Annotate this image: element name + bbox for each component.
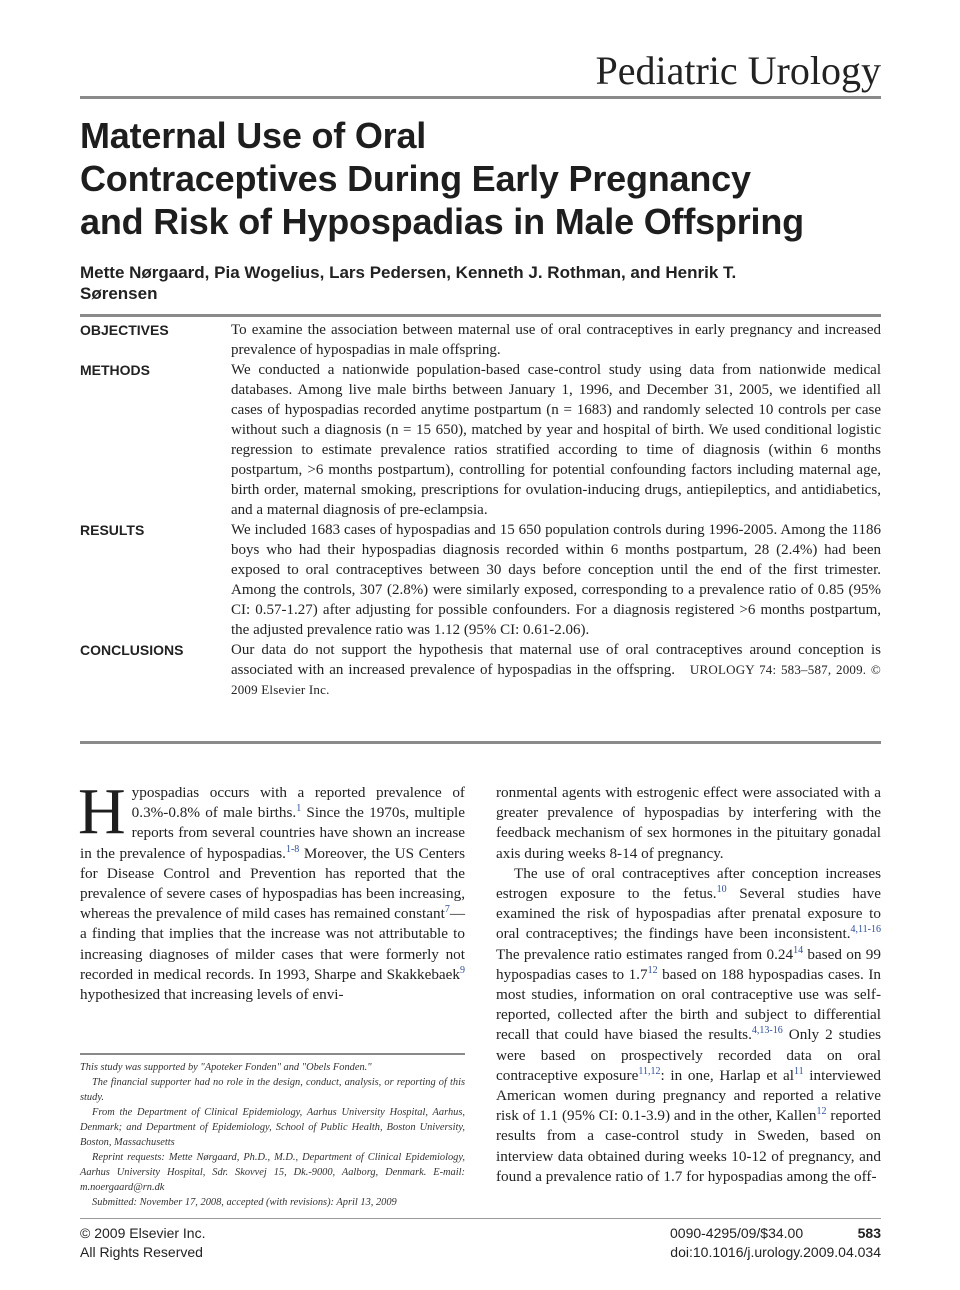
body-text: The use of oral contraceptives after conception increases estrogen exposure to the fetus. (496, 864, 881, 903)
abstract-text: We conducted a nationwide population-based case-control study using data from nationwide medical databases. Among live male births between January 1, 1996, and December 31, 2005, we identified all cases of hypospadias recorded anytime postpartum (n = 1683) and randomly selected 10 controls per case without such a diagnosis (n = 15 650), matched by year and hospital of birth. We used conditional logistic regression to estimate prevalence ratios stratified according to time of diagnosis (within 6 months postpartum, >6 months postpartum), controlling for potential confounding factors including maternal age, birth order, maternal smoking, prescriptions for ovulation-inducing drugs, antiepileptics, and antidiabetics, and a maternal diagnosis of pre-eclampsia. (231, 362, 881, 518)
footer-rule (80, 1218, 881, 1219)
body-text: based on 188 hypospadias cases. In most studies, information on oral contraceptive use was self-reported, collected after the birth and subject to differential recall that could have biased the results. (496, 965, 881, 1044)
body-text: —a finding that implies that the increase was not attributable to increasing diagnoses of milder cases that were formerly not recorded in medical records. In 1993, Sharpe and Skakkebaek (80, 905, 465, 983)
title-line: and Risk of Hypospadias in Male Offspring (80, 201, 804, 242)
reference-link[interactable]: 4,11-16 (850, 924, 881, 936)
body-paragraph: ronmental agents with estrogenic effect were associated with a greater prevalence of hypospadias by interfering with the feedback mechanism of sex hormones in the pituitary gonadal axis during weeks 8-14 of pregnancy. (496, 784, 881, 862)
drop-cap: H (78, 775, 126, 848)
body-column-right (496, 783, 881, 1187)
reference-link[interactable]: 11,12 (638, 1065, 661, 1077)
body-text: Only 2 studies were based on prospectively recorded data on oral contraceptive exposure (496, 1026, 881, 1084)
reference-link[interactable]: 7 (444, 904, 450, 916)
body-text: based on 99 hypospadias cases to 1.7 (496, 945, 881, 983)
footnote-reprint: Reprint requests: Mette Nørgaard, Ph.D., M.D., Department of Clinical Epidemiology, Aarhus University Hospital, Sdr. Skovvej 15, Dk.-9000, Aalborg, Denmark. E-mail: m.noergaard@rn.dk (80, 1152, 465, 1193)
body-text: hypothesized that increasing levels of envi- (80, 986, 344, 1004)
reference-link[interactable]: 9 (460, 964, 465, 976)
abstract-text: We included 1683 cases of hypospadias and 15 650 population controls during 1996-2005. Among the 1186 boys who had their hypospadias diagnosis recorded within 6 months postpartum, 28 (2.4%) had been exposed to oral contraceptives between 30 days before conception until the end of the first trimester. Among the controls, 307 (2.8%) were similarly exposed, corresponding to a prevalence ratio of 0.85 (95% CI: 0.57-1.27) after adjusting for possible confounders. For a diagnosis registered >6 months postpartum, the adjusted prevalence ratio was 1.12 (95% CI: 0.61-2.06). (231, 522, 881, 638)
abstract-conclusions (80, 640, 881, 700)
footnotes (80, 1060, 465, 1210)
body-text: Moreover, the US Centers for Disease Control and Prevention has reported that the prevalence of severe cases of hypospadias has been increasing, whereas the prevalence of mild cases has remained constant (80, 844, 465, 923)
abstract-text (231, 640, 881, 700)
footer-rights: All Rights Reserved (80, 1244, 203, 1260)
page-number: 583 (857, 1225, 881, 1241)
footnote-submitted: Submitted: November 17, 2008, accepted (with revisions): April 13, 2009 (92, 1197, 397, 1208)
reference-link[interactable]: 14 (793, 944, 804, 956)
abstract-label: OBJECTIVES (80, 322, 169, 338)
author-list: Mette Nørgaard, Pia Wogelius, Lars Pedersen, Kenneth J. Rothman, and Henrik T. Sørensen (80, 263, 737, 303)
abstract-text: To examine the association between maternal use of oral contraceptives in early pregnancy and increased prevalence of hypospadias in male offspring. (231, 322, 881, 358)
body-column-left (78, 775, 466, 1005)
journal-header (80, 48, 881, 98)
footer-doi[interactable]: doi:10.1016/j.urology.2009.04.034 (670, 1244, 881, 1260)
reference-link[interactable]: 11 (793, 1065, 804, 1077)
footer-copyright: © 2009 Elsevier Inc. (80, 1225, 206, 1241)
footnote-funding: This study was supported by "Apoteker Fonden" and "Obels Fonden." (80, 1062, 372, 1073)
body-text: interviewed American women during pregnancy and reported a relative risk of 1.1 (95% CI: 0.1-3.9) and in the other, Kallen (496, 1066, 881, 1125)
body-text: Several studies have examined the risk of hypospadias after prenatal exposure to oral contraceptives; the findings have been inconsistent. (496, 885, 881, 943)
reference-link[interactable]: 12 (816, 1106, 827, 1118)
reference-link[interactable]: 1-8 (285, 843, 300, 855)
conclusions-text: Our data do not support the hypothesis that maternal use of oral contraceptives around conception is associated with an increased prevalence of hypospadias in the offspring. (231, 642, 881, 678)
body-paragraph (496, 864, 881, 1187)
journal-citation: UROLOGY 74: 583–587, 2009. © 2009 Elsevier Inc. (231, 662, 881, 697)
abstract-label: METHODS (80, 362, 150, 378)
abstract-bottom-rule (80, 741, 881, 744)
reference-link[interactable]: 10 (716, 883, 727, 895)
page-footer (80, 1224, 881, 1264)
body-paragraph (78, 775, 466, 1005)
reference-link[interactable]: 4,13-16 (751, 1025, 783, 1037)
article-title (80, 114, 881, 243)
footnote-affiliation: From the Department of Clinical Epidemiology, Aarhus University Hospital, Aarhus, Denmark; and Department of Epidemiology, School of Public Health, Boston University, Boston, Massachusetts (80, 1107, 465, 1148)
footnote-role: The financial supporter had no role in the design, conduct, analysis, or reporting of this study. (80, 1077, 465, 1103)
abstract-objectives (80, 320, 881, 360)
title-line: Contraceptives During Early Pregnancy (80, 158, 751, 199)
abstract-top-rule (80, 314, 881, 317)
abstract (80, 320, 881, 700)
body-text: Since the 1970s, multiple reports from several countries have shown an increase in the prevalence of hypospadias. (80, 804, 466, 862)
abstract-label: RESULTS (80, 522, 145, 538)
abstract-results (80, 520, 881, 640)
journal-section-name: Pediatric Urology (595, 48, 881, 93)
abstract-methods (80, 360, 881, 520)
reference-link[interactable]: 12 (647, 964, 658, 976)
body-text: The prevalence ratio estimates ranged from 0.24 (496, 945, 794, 963)
footer-issn: 0090-4295/09/$34.00 (670, 1225, 804, 1241)
reference-link[interactable]: 1 (296, 803, 302, 815)
body-text: : in one, Harlap et al (660, 1066, 794, 1084)
body-text: reported results from a case-control study in Sweden, based on interview data obtained during weeks 10-12 of pregnancy, and found a prevalence ratio of 1.7 for hypospadias among the off- (496, 1107, 881, 1185)
title-line: Maternal Use of Oral (80, 115, 427, 156)
abstract-label: CONCLUSIONS (80, 642, 184, 658)
footnote-rule (80, 1053, 465, 1055)
header-rule (80, 96, 881, 99)
body-text: ypospadias occurs with a reported prevalence of 0.3%-0.8% of male births. (131, 784, 465, 822)
